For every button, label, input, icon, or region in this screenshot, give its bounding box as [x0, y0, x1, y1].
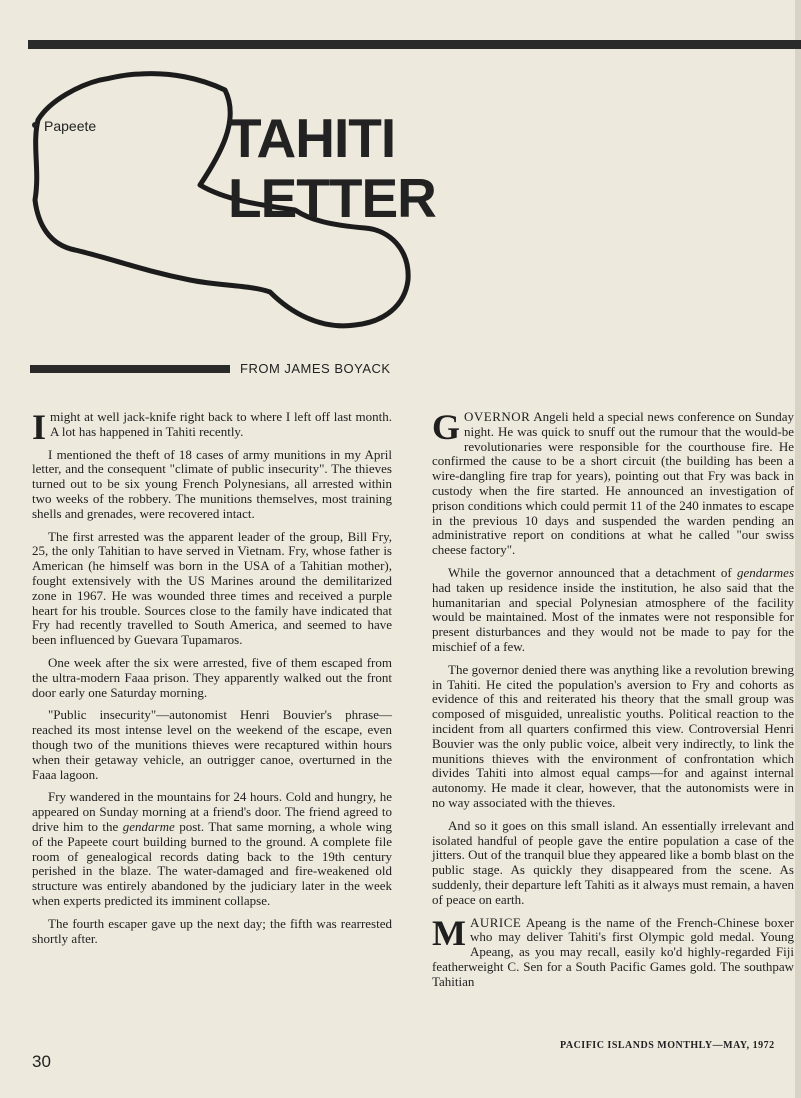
map-label-papeete: Papeete: [44, 118, 97, 134]
paragraph: "Public insecurity"—autonomist Henri Bouvier's phrase—reached its most intense level on the weekend of the escape, even though two of the munitions thieves were recaptured within hours when their getaway vehicle, an outrigger canoe, overturned in the Faaa lagoon.: [32, 707, 392, 782]
paragraph: I might at well jack-knife right back to where I left off last month. A lot has happened in Tahiti recently.: [32, 407, 392, 447]
paragraph: While the governor announced that a detachment of gendarmes had taken up residence inside the institution, he also said that the humanitarian and special Polynesian atmosphere of the facility would be maintained. Most of the inmates were not responsible for present disturbances and they would not be made to pay for the mischief of a few.: [432, 564, 794, 654]
paragraph: One week after the six were arrested, five of them escaped from the ultra-modern Faaa prison. They apparently walked out the front door early one Saturday morning.: [32, 654, 392, 700]
byline-rule: [30, 365, 230, 373]
column-right: [432, 407, 794, 997]
column-left: [32, 407, 392, 954]
title-line-1: TAHITI: [228, 107, 396, 169]
paragraph: MAURICE Apeang is the name of the French-Chinese boxer who may deliver Tahiti's first Olympic gold medal. Young Apeang, as you may recall, easily ko'd highly-regarded Fiji featherweight C. Sen for a South Pacific Games gold. The southpaw Tahitian: [432, 912, 794, 989]
drop-cap: G: [432, 407, 461, 447]
paragraph: Fry wandered in the mountains for 24 hours. Cold and hungry, he appeared on Sunday morning at a friend's door. The friend agreed to drive him to the gendarme post. That same morning, a whole wing of the Papeete court building burned to the ground. A complete file room of genealogical records dating back to the 19th century perished in the blaze. The water-damaged and fire-weakened old structure was entirely abandoned by the judiciary later in the week when experts predicted its imminent collapse.: [32, 789, 392, 908]
paragraph: And so it goes on this small island. An essentially irrelevant and isolated handful of people gave the entire population a case of the jitters. Out of the tranquil blue they appeared like a bomb blast on the public stage. As quickly they disappeared from the scene. As suddenly, their departure left Tahiti as it always must remain, a haven of peace on earth.: [432, 817, 794, 907]
drop-cap: I: [32, 407, 47, 447]
top-rule: [28, 40, 801, 49]
byline: FROM JAMES BOYACK: [240, 361, 391, 376]
paragraph: The governor denied there was anything like a revolution brewing in Tahiti. He cited the population's aversion to Fry and cohorts as evidence of this and reiterated his theory that the small group was composed of misguided, unrealistic youths. Political reaction to the incident from all quarters confirmed this view. Controversial Henri Bouvier was the only public voice, albeit very indirectly, to link the munitions thieves with the environment of confrontation which divides Tahiti into almost equal camps—for and against internal autonomy. He made it clear, however, that the autonomists were in no way associated with the thieves.: [432, 661, 794, 810]
paragraph: The first arrested was the apparent leader of the group, Bill Fry, 25, the only Tahitian to have served in Vietnam. Fry, whose father is American (he himself was born in the USA of a Tahitian mother), fought extensively with the US Marines around the demilitarized zone in 1967. He was wounded three times and received a purple heart for his trouble. Sources close to the family have indicated that Fry had recently travelled to South America, and seemed to have been influenced by Guevara Tupamaros.: [32, 528, 392, 648]
paragraph: I mentioned the theft of 18 cases of army munitions in my April letter, and the consequent "climate of public insecurity". The thieves turned out to be six young French Polynesians, all arrested within two weeks of the robbery. The munitions themselves, most training shells and grenades, were recovered intact.: [32, 446, 392, 521]
paragraph: The fourth escaper gave up the next day; the fifth was rearrested shortly after.: [32, 915, 392, 946]
page-number: 30: [32, 1052, 51, 1071]
drop-cap: M: [432, 912, 466, 953]
page-edge: [795, 0, 801, 1098]
papeete-marker: [32, 122, 38, 128]
paragraph: GOVERNOR Angeli held a special news conference on Sunday night. He was quick to snuff out the rumour that the would-be revolutionaries were responsible for the courthouse fire. He confirmed the cause to be a short circuit (the building has been a wire-dangling fire trap for years), pointing out that Fry was back in custody when the fire started. He announced an investigation of prison conditions which could permit 11 of the 240 inmates to escape in the previous 10 days and suspended the warden pending an administrative report on conditions at what he called "our swiss cheese factory".: [432, 407, 794, 558]
running-foot: PACIFIC ISLANDS MONTHLY—MAY, 1972: [560, 1040, 775, 1051]
article-title: [228, 108, 436, 228]
title-line-2: LETTER: [228, 167, 436, 229]
